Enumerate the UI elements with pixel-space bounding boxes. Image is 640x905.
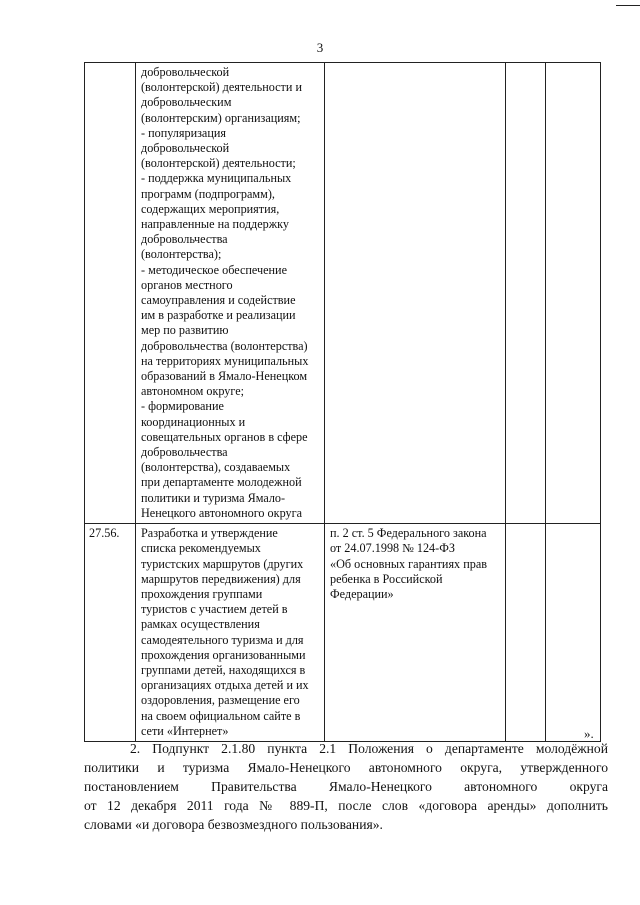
description-line: туристов с участием детей в (141, 602, 288, 617)
description-line: организациях отдыха детей и их (141, 678, 309, 693)
description-line: (волонтерским) организациям; (141, 110, 301, 125)
description-line: при департаменте молодежной (141, 475, 302, 490)
description-line: направленные на поддержку (141, 217, 289, 232)
description-line: на своем официальном сайте в (141, 708, 301, 723)
description-line: оздоровления, размещение его (141, 693, 300, 708)
description-line: добровольческим (141, 95, 232, 110)
description-line: - формирование (141, 399, 224, 414)
table-row (85, 63, 601, 524)
description-line: координационных и (141, 414, 246, 429)
amendment-line: 2. Подпункт 2.1.80 пункта 2.1 Положения о департаменте молодёжной (130, 741, 608, 756)
description-line: сети «Интернет» (141, 723, 229, 738)
description-line: добровольческой (141, 65, 230, 79)
description-line: - популяризация (141, 125, 226, 140)
description-line: добровольчества (волонтерства) (141, 338, 308, 353)
description-line: прохождения группами (141, 586, 263, 601)
description-line: - методическое обеспечение (141, 262, 287, 277)
description-line: самодеятельного туризма и для (141, 632, 304, 647)
legal-basis-line: п. 2 ст. 5 Федерального закона (330, 526, 487, 541)
description-line: списка рекомендуемых (141, 541, 261, 556)
amendment-paragraph (84, 739, 608, 834)
description-line: (волонтерства), создаваемых (141, 460, 291, 475)
row-number-cell (85, 524, 136, 742)
empty-cell (506, 63, 546, 524)
description-line: на территориях муниципальных (141, 353, 309, 368)
description-line: туристских маршрутов (других (141, 556, 304, 571)
description-line: группами детей, находящихся в (141, 662, 306, 677)
description-line: добровольческой (141, 141, 230, 156)
amendment-line: от 12 декабря 2011 года № 889-П, после слов «договора аренды» дополнить (84, 798, 608, 813)
empty-cell (546, 524, 601, 742)
description-line: (волонтерской) деятельности и (141, 80, 302, 95)
regulation-table (84, 62, 601, 742)
description-line: (волонтерской) деятельности; (141, 156, 296, 171)
description-line: Разработка и утверждение (141, 526, 278, 541)
description-line: мер по развитию (141, 323, 229, 338)
description-line: содержащих мероприятия, (141, 201, 280, 216)
closing-quote-mark: ». (584, 726, 594, 741)
legal-basis-line: от 24.07.1998 № 124-ФЗ (330, 541, 455, 556)
description-line: добровольчества (141, 445, 228, 460)
legal-basis-line: ребенка в Российской (330, 571, 443, 586)
description-line: добровольчества (141, 232, 228, 247)
table-row (85, 524, 601, 742)
description-line: Ненецкого автономного округа (141, 505, 303, 520)
table-body (85, 63, 601, 742)
page-number: 3 (316, 40, 324, 55)
amendment-line: политики и туризма Ямало-Ненецкого автономного округа, утвержденного (84, 760, 608, 775)
description-line: автономном округе; (141, 384, 245, 399)
description-line: программ (подпрограмм), (141, 186, 275, 201)
authority-description-cell (136, 63, 325, 524)
description-line: политики и туризма Ямало- (141, 490, 286, 505)
empty-cell (506, 524, 546, 742)
description-line: маршрутов передвижения) для (141, 571, 301, 586)
description-line: самоуправления и содействие (141, 293, 296, 308)
legal-basis-cell (325, 63, 506, 524)
description-line: органов местного (141, 277, 233, 292)
empty-cell (546, 63, 601, 524)
row-number: 27.56. (89, 526, 120, 541)
corner-mark (616, 5, 640, 6)
description-line: образований в Ямало-Ненецком (141, 369, 308, 384)
description-line: (волонтерства); (141, 247, 222, 262)
legal-basis-line: Федерации» (330, 586, 394, 601)
amendment-line: словами «и договора безвозмездного пользования». (84, 817, 383, 832)
description-line: рамках осуществления (141, 617, 260, 632)
amendment-line: постановлением Правительства Ямало-Ненецкого автономного округа (84, 779, 608, 794)
description-line: - поддержка муниципальных (141, 171, 292, 186)
description-line: им в разработке и реализации (141, 308, 296, 323)
legal-basis-cell (325, 524, 506, 742)
authority-description-cell (136, 524, 325, 742)
row-number-cell (85, 63, 136, 524)
legal-basis-line: «Об основных гарантиях прав (330, 556, 487, 571)
description-line: прохождения организованными (141, 647, 306, 662)
description-line: совещательных органов в сфере (141, 429, 308, 444)
